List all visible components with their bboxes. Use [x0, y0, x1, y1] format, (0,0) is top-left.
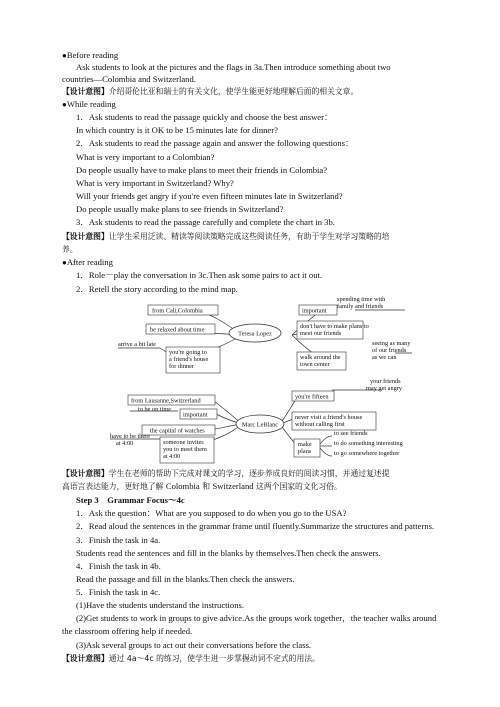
- while-reading-intent: 【设计意图】让学生采用泛读、精读等阅读策略完成这些阅读任务，有助于学生对学习策略的培: [62, 232, 390, 241]
- step3-i2a: (2)Get students to work in groups to give advice.As the groups work together，the teacher walks around: [76, 613, 437, 623]
- walk-text-1: walk around the: [300, 354, 341, 361]
- spending-text-1: spending time with: [337, 296, 386, 303]
- teresa-center-label: Teresa Lopez: [238, 330, 272, 338]
- step3-s2: 2．Read aloud the sentences in the grammar frame until fluently.Summarize the structures and patterns.: [76, 521, 435, 531]
- while-reading-q3: Do people usually have to make plans to meet their friends in Colombia?: [76, 165, 328, 175]
- going-text-3: for dinner: [169, 363, 195, 370]
- while-reading-q6: Do people usually make plans to see friends in Switzerland?: [76, 204, 284, 214]
- after-reading-step1: 1．Role－play the conversation in 3c.Then ask some pairs to act it out.: [76, 270, 323, 280]
- after-reading-heading: ● After reading: [62, 257, 113, 268]
- while-reading-q1: In which country is it OK to be 15 minutes late for dinner?: [76, 125, 278, 135]
- capital-text: the capital of watches: [150, 427, 205, 435]
- there-text-1: have to be there: [110, 433, 151, 440]
- seeing-text-1: seeing as many: [372, 340, 411, 347]
- before-reading-p1: Ask students to look at the pictures and the flags in 3a.Then introduce something about two: [76, 62, 391, 72]
- important-text-1: important: [302, 307, 327, 315]
- mind-map-marc: [100, 378, 420, 466]
- plans-text: plans: [298, 448, 312, 455]
- angry-text-1: your friends: [370, 378, 401, 385]
- important-text-2: important: [183, 411, 208, 419]
- while-reading-step1: 1．Ask students to read the passage quickly and choose the best answer：: [76, 112, 333, 122]
- there-text-2: at 4:00: [116, 440, 134, 447]
- plans-text-1: don't have to make plans to: [300, 323, 369, 330]
- step3-p3: Students read the sentences and fill in the blanks by themselves.Then check the answers.: [76, 548, 381, 558]
- ontime-text: to be on time: [138, 406, 172, 413]
- step3-i1: (1)Have the students understand the instructions.: [76, 600, 245, 610]
- going-text-1: you're going to: [169, 349, 207, 356]
- from-lausanne-text: from Lausanne,Switzerland: [131, 397, 201, 405]
- step3-heading: Step 3 Grammar Focus～4c: [76, 495, 185, 505]
- culture-intent-cont: 高语言表达能力，更好地了解 Colombia 和 Switzerland 这两个国家的文化习俗。: [62, 481, 342, 491]
- todo-text-2: to go somewhere together: [334, 450, 400, 457]
- from-cali-text: from Cali,Colombia: [152, 307, 203, 315]
- marc-center-label: Marc LeBlanc: [241, 421, 279, 429]
- angry-text-2: may get angry: [366, 385, 403, 392]
- step3-i2b: the classroom offering help if needed.: [62, 626, 193, 636]
- culture-intent: 【设计意图】学生在老师的帮助下完成对课文的学习，逐步养成良好的阅读习惯，并通过复述提: [62, 469, 390, 478]
- step3-s4: 4．Finish the task in 4b.: [76, 561, 161, 571]
- relaxed-text: be relaxed about time: [150, 326, 205, 334]
- before-reading-p2: countries—Colombia and Switzerland.: [62, 74, 196, 84]
- going-text-2: a friend's house: [169, 356, 209, 363]
- while-reading-q2: What is very important to a Colombian?: [76, 152, 215, 162]
- while-reading-q5: Will your friends get angry if you're even fifteen minutes late in Switzerland?: [76, 191, 343, 201]
- invites-text-1: someone invites: [163, 439, 204, 446]
- mind-map-teresa: [100, 293, 420, 379]
- step3-s1: 1．Ask the question：What are you supposed to do when you go to the USA?: [76, 508, 347, 518]
- never-text-2: without calling first: [295, 421, 345, 428]
- step3-s5: 5．Finish the task in 4c.: [76, 587, 161, 597]
- spending-text-2: family and friends: [337, 303, 384, 310]
- step3-s3: 3．Finish the task in 4a.: [76, 535, 161, 545]
- never-text-1: never visit a friend's house: [295, 414, 363, 421]
- late-text: arrive a bit late: [118, 341, 156, 348]
- step3-p4: Read the passage and fill in the blanks.Then check the answers.: [76, 574, 295, 584]
- step3-i3: (3)Ask several groups to act out their conversations before the class.: [76, 640, 312, 650]
- while-reading-q4: What is very important in Switzerland? Why?: [76, 178, 234, 188]
- todo-text-1: to do something interesting: [334, 440, 403, 447]
- make-text: make: [298, 441, 312, 448]
- while-reading-intent-cont: 养。: [62, 245, 78, 254]
- seeing-text-2: of our friends: [372, 347, 407, 354]
- while-reading-heading: ● While reading: [62, 99, 116, 110]
- invites-text-3: at 4:00: [163, 453, 181, 460]
- invites-text-2: you to meet them: [163, 446, 207, 453]
- fifteen-text: you're fifteen: [295, 393, 329, 401]
- plans-text-2: meet our friends: [300, 330, 342, 337]
- before-reading-intent: 【设计意图】介绍哥伦比亚和瑞士的有关文化，使学生能更好地理解后面的相关文章。: [62, 87, 359, 96]
- step3-intent: 【设计意图】通过 4a～4c 的练习，使学生进一步掌握动词不定式的用法。: [62, 654, 320, 663]
- after-reading-step2: 2．Retell the story according to the mind map.: [76, 284, 238, 294]
- walk-text-2: town center: [300, 361, 330, 368]
- before-reading-heading: ● Before reading: [62, 50, 118, 61]
- see-friends-text: to see friends: [334, 430, 368, 437]
- while-reading-step2: 2．Ask students to read the passage again and answer the following questions：: [76, 138, 354, 148]
- seeing-text-3: as we can: [372, 354, 397, 361]
- while-reading-step3: 3．Ask students to read the passage carefully and complete the chart in 3b.: [76, 217, 335, 227]
